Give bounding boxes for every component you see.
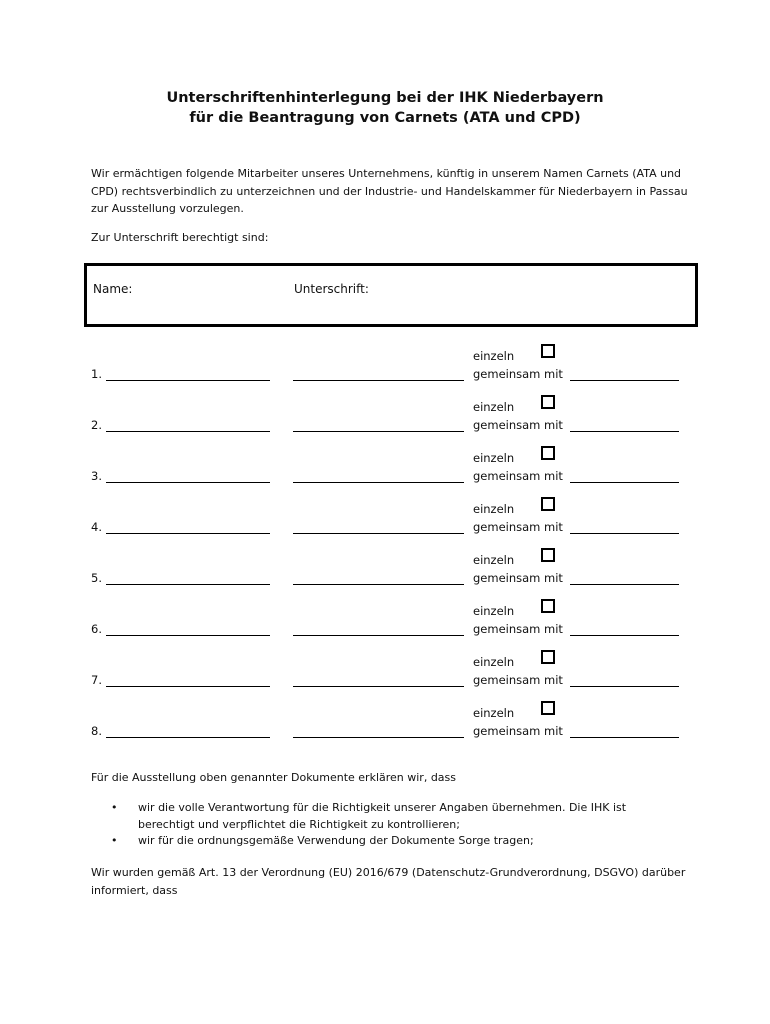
einzeln-checkbox[interactable] xyxy=(541,497,555,511)
signatory-row xyxy=(0,344,770,384)
name-field[interactable] xyxy=(106,431,270,432)
document-title: Unterschriftenhinterlegung bei der IHK Niederbayern xyxy=(166,90,604,106)
einzeln-label: einzeln xyxy=(473,349,515,363)
row-number: 5. xyxy=(91,571,102,585)
gemeinsam-label: gemeinsam mit xyxy=(473,469,563,483)
dsgvo-paragraph: Wir wurden gemäß Art. 13 der Verordnung (EU) 2016/679 (Datenschutz-Grundverordnung, DSGVO) darüber informiert, dass xyxy=(91,866,686,897)
gemeinsam-label: gemeinsam mit xyxy=(473,367,563,381)
signature-field[interactable] xyxy=(293,584,464,585)
gemeinsam-field[interactable] xyxy=(570,737,679,738)
einzeln-label: einzeln xyxy=(473,604,515,618)
row-number: 7. xyxy=(91,673,102,687)
name-field[interactable] xyxy=(106,737,270,738)
einzeln-checkbox[interactable] xyxy=(541,446,555,460)
row-number: 2. xyxy=(91,418,102,432)
gemeinsam-field[interactable] xyxy=(570,431,679,432)
row-number: 1. xyxy=(91,367,102,381)
name-field[interactable] xyxy=(106,584,270,585)
signature-field[interactable] xyxy=(293,533,464,534)
einzeln-label: einzeln xyxy=(473,706,515,720)
list-item-text: wir für die ordnungsgemäße Verwendung der Dokumente Sorge tragen; xyxy=(138,834,534,847)
document-subtitle: für die Beantragung von Carnets (ATA und CPD) xyxy=(189,110,581,126)
gemeinsam-label: gemeinsam mit xyxy=(473,571,563,585)
list-item-text: wir die volle Verantwortung für die Richtigkeit unserer Angaben übernehmen. Die IHK ist berechtigt und verpflichtet die Richtigkeit zu kontrollieren; xyxy=(138,801,627,831)
gemeinsam-label: gemeinsam mit xyxy=(473,673,563,687)
einzeln-checkbox[interactable] xyxy=(541,548,555,562)
declaration-list xyxy=(111,800,671,850)
gemeinsam-label: gemeinsam mit xyxy=(473,418,563,432)
einzeln-label: einzeln xyxy=(473,502,515,516)
gemeinsam-field[interactable] xyxy=(570,584,679,585)
name-field[interactable] xyxy=(106,380,270,381)
einzeln-label: einzeln xyxy=(473,655,515,669)
signature-field[interactable] xyxy=(293,686,464,687)
gemeinsam-label: gemeinsam mit xyxy=(473,622,563,636)
name-field[interactable] xyxy=(106,635,270,636)
signature-field[interactable] xyxy=(293,635,464,636)
signature-header-box xyxy=(84,263,698,327)
signatory-row xyxy=(0,446,770,486)
signatory-row xyxy=(0,395,770,435)
einzeln-checkbox[interactable] xyxy=(541,599,555,613)
gemeinsam-label: gemeinsam mit xyxy=(473,520,563,534)
list-item xyxy=(111,800,671,833)
gemeinsam-label: gemeinsam mit xyxy=(473,724,563,738)
signature-field[interactable] xyxy=(293,380,464,381)
gemeinsam-field[interactable] xyxy=(570,482,679,483)
signature-field[interactable] xyxy=(293,737,464,738)
name-field[interactable] xyxy=(106,482,270,483)
signature-field[interactable] xyxy=(293,431,464,432)
einzeln-label: einzeln xyxy=(473,400,515,414)
signatory-row xyxy=(0,650,770,690)
row-number: 3. xyxy=(91,469,102,483)
signatory-row xyxy=(0,599,770,639)
einzeln-checkbox[interactable] xyxy=(541,344,555,358)
signatory-row xyxy=(0,497,770,537)
einzeln-label: einzeln xyxy=(473,451,515,465)
name-label: Name: xyxy=(93,282,133,296)
row-number: 6. xyxy=(91,622,102,636)
einzeln-checkbox[interactable] xyxy=(541,701,555,715)
gemeinsam-field[interactable] xyxy=(570,686,679,687)
einzeln-checkbox[interactable] xyxy=(541,395,555,409)
gemeinsam-field[interactable] xyxy=(570,533,679,534)
intro-paragraph: Wir ermächtigen folgende Mitarbeiter unseres Unternehmens, künftig in unserem Namen Carnets (ATA und CPD) rechtsverbindlich zu unterzeichnen und der Industrie- und Handelskammer für Niederbayern in Passau zur Ausstellung vorzulegen. xyxy=(91,167,688,215)
declaration-text: Für die Ausstellung oben genannter Dokumente erklären wir, dass xyxy=(91,771,457,784)
signatory-row xyxy=(0,548,770,588)
bullet-icon: • xyxy=(111,834,118,847)
row-number: 8. xyxy=(91,724,102,738)
gemeinsam-field[interactable] xyxy=(570,380,679,381)
signature-label: Unterschrift: xyxy=(294,282,369,296)
bullet-icon: • xyxy=(111,801,118,814)
signatory-row xyxy=(0,701,770,741)
einzeln-checkbox[interactable] xyxy=(541,650,555,664)
name-field[interactable] xyxy=(106,686,270,687)
signature-field[interactable] xyxy=(293,482,464,483)
row-number: 4. xyxy=(91,520,102,534)
name-field[interactable] xyxy=(106,533,270,534)
list-item xyxy=(111,833,671,850)
einzeln-label: einzeln xyxy=(473,553,515,567)
gemeinsam-field[interactable] xyxy=(570,635,679,636)
authorized-label: Zur Unterschrift berechtigt sind: xyxy=(91,231,269,244)
